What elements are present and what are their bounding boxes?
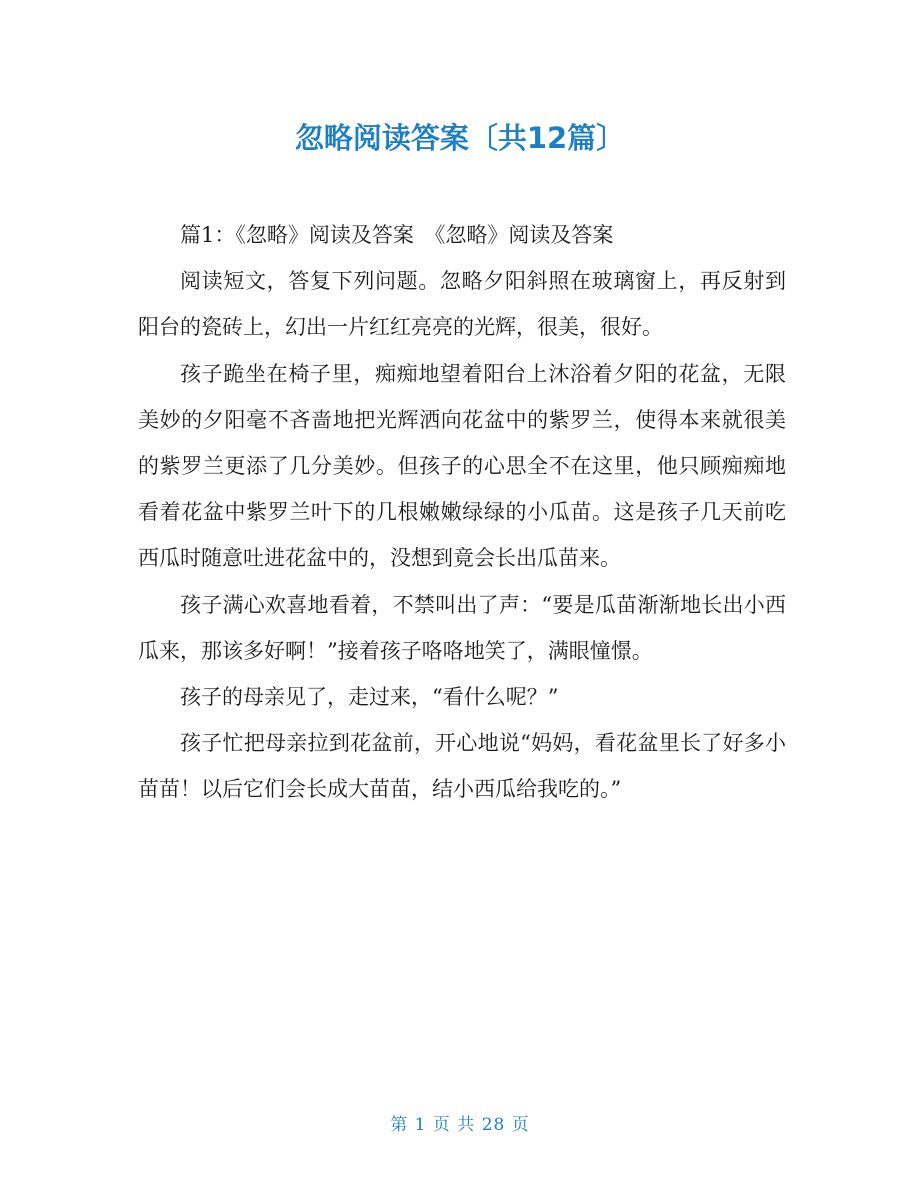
paragraph: 阅读短文，答复下列问题。忽略夕阳斜照在玻璃窗上，再反射到阳台的瓷砖上，幻出一片红红亮亮的光辉，很美，很好。 [138, 269, 786, 340]
paragraph: 篇1：《忽略》阅读及答案 《忽略》阅读及答案 [180, 223, 614, 247]
document-body [138, 212, 786, 813]
paragraph: 孩子的母亲见了，走过来，“看什么呢？” [180, 685, 559, 710]
footer-suffix: 页 [511, 1115, 530, 1135]
footer-prefix: 第 [390, 1115, 409, 1135]
paragraph: 孩子忙把母亲拉到花盆前，开心地说“妈妈，看花盆里长了好多小苗苗！以后它们会长成大苗苗，结小西瓜给我吃的。” [138, 731, 786, 802]
footer-total-pages: 28 [481, 1115, 506, 1135]
footer-current-page: 1 [414, 1115, 427, 1135]
paragraph: 孩子满心欢喜地看着，不禁叫出了声：“要是瓜苗渐渐地长出小西瓜来，那该多好啊！”接着孩子咯咯地笑了，满眼憧憬。 [138, 592, 786, 663]
paragraph: 孩子跪坐在椅子里，痴痴地望着阳台上沐浴着夕阳的花盆，无限美妙的夕阳毫不吝啬地把光辉洒向花盆中的紫罗兰，使得本来就很美的紫罗兰更添了几分美妙。但孩子的心思全不在这里，他只顾痴痴地看着花盆中紫罗兰叶下的几根嫩嫩绿绿的小瓜苗。这是孩子几天前吃西瓜时随意吐进花盆中的，没想到竟会长出瓜苗来。 [138, 361, 786, 571]
footer-middle: 页 共 [432, 1115, 476, 1135]
page-footer [0, 1113, 920, 1137]
document-title: 忽略阅读答案〔共12篇〕 [294, 121, 626, 155]
